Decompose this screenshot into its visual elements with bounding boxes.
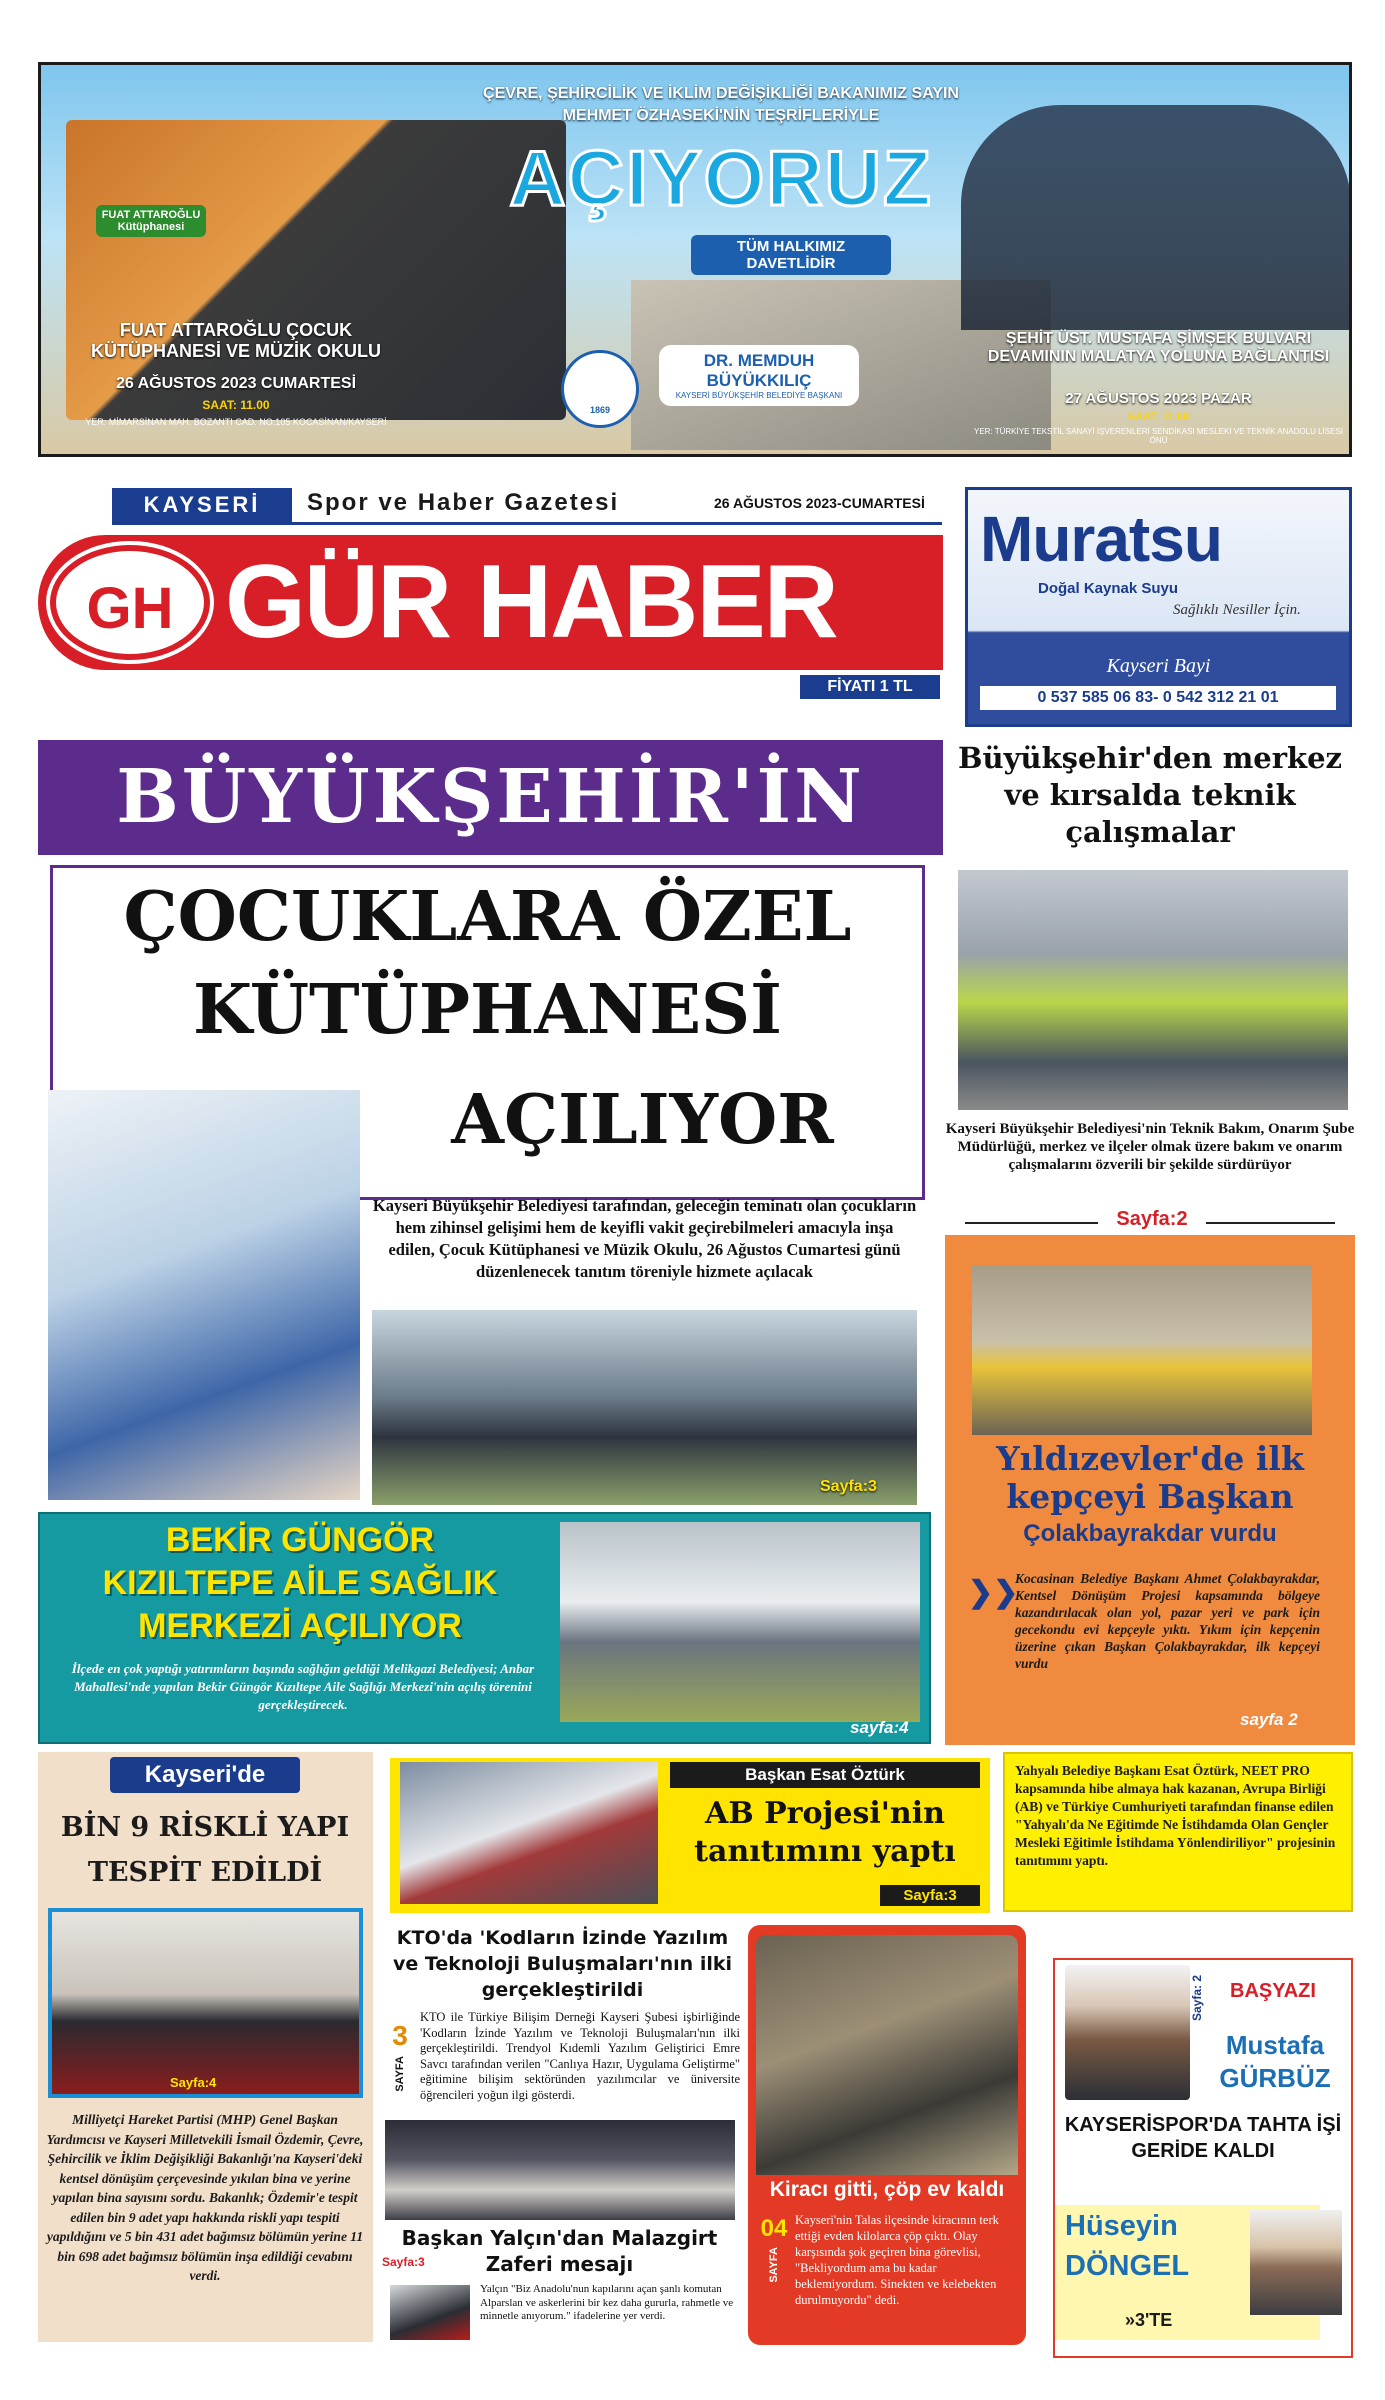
- banner-line1: ÇEVRE, ŞEHİRCİLİK VE İKLİM DEĞİŞİKLİĞİ BAKANIMIZ SAYIN: [483, 85, 959, 102]
- headline-banner-box: [38, 740, 943, 855]
- banner-left-time: SAAT: 11.00: [202, 398, 270, 412]
- headline-banner: BÜYÜKŞEHİR'İN: [116, 754, 865, 840]
- kto-page-label: SAYFA: [394, 2056, 406, 2092]
- muratsu-tagline: Doğal Kaynak Suyu: [1038, 580, 1179, 597]
- banner-right-title: ŞEHİT ÜST. MUSTAFA ŞİMŞEK BULVARI DEVAMININ MALATYA YOLUNA BAĞLANTISI: [987, 330, 1330, 365]
- basyazi-headline[interactable]: KAYSERİSPOR'DA TAHTA İŞİ GERİDE KALDI: [1064, 2114, 1342, 2162]
- masthead-topbar: [112, 485, 942, 525]
- library-kids-photo: [48, 1090, 360, 1500]
- double-arrow-icon: ❯❯: [968, 1576, 1019, 1609]
- esat-page-ref[interactable]: Sayfa:3: [880, 1885, 980, 1906]
- kto-page-num: 3: [392, 2020, 408, 2051]
- yalcin-body: Yalçın "Biz Anadolu'nun kapılarını açan şanlı komutan Alparslan ve askerlerini bir kez daha gururla, rahmetle ve minnetle anıyorum." ifadelerine yer verdi.: [480, 2283, 734, 2322]
- bekir-title2: KIZILTEPE AİLE SAĞLIK: [102, 1564, 498, 1602]
- basyazi-page-ref[interactable]: Sayfa: 2: [1190, 1975, 1204, 2022]
- kiraci-page-num: 04: [760, 2215, 788, 2242]
- kiraci-page-label: SAYFA: [768, 2247, 780, 2283]
- masthead-name: GÜR HABER: [225, 544, 837, 660]
- kto-body: KTO ile Türkiye Bilişim Derneği Kayseri Şubesi işbirliğinde 'Kodların İzinde Yazılım ve Teknoloji Buluşmaları'nın ilki gerçekleştirildi. Trendyol Kıdemli Yazılım Geliştirici Emre Savcı tarafından verilen "Canlıya Hazır, Uygulama Geliştirme" eğitimine bilişim sektöründen yazılımcılar ve üniversite öğrencileri yoğun ilgi gösterdi.: [420, 2010, 740, 2102]
- muratsu-phones: 0 537 585 06 83- 0 542 312 21 01: [980, 686, 1336, 710]
- yildizevler-title[interactable]: Yıldızevler'de ilk kepçeyi Başkan: [996, 1439, 1304, 1516]
- headline-body: Kayseri Büyükşehir Belediyesi tarafından, geleceğin teminatı olan çocukların hem zihinsel gelişimi hem de keyifli vakit geçirebilmeleri amacıyla inşa edilen, Çocuk Kütüphanesi ve Müzik Okulu, 26 Ağustos Cumartesi günü düzenlenecek tanıtım töreniyle hizmete açılacak: [372, 1196, 917, 1281]
- banner-left-date: 26 AĞUSTOS 2023 CUMARTESİ: [115, 375, 357, 392]
- kiraci-page-tag: [755, 2215, 793, 2283]
- basyazi-author-first: Mustafa: [1225, 2030, 1325, 2060]
- banner-right-time: SAAT: 11.00: [1127, 411, 1190, 423]
- headline-line1[interactable]: ÇOCUKLARA ÖZEL: [123, 877, 852, 957]
- teknik-team-photo: [958, 870, 1348, 1110]
- muratsu-slogan: Sağlıklı Nesiller İçin.: [1173, 602, 1301, 618]
- bekir-body: İlçede en çok yaptığı yatırımların başında sağlığın geldiği Melikgazi Belediyesi; Anbar Mahallesi'nde yapılan Bekir Güngör Kızıltepe Aile Sağlığı Merkezi'nin açılış törenini gerçekleştirecek.: [71, 1661, 535, 1712]
- banner-line2: MEHMET ÖZHASEKİ'NİN TEŞRİFLERİYLE: [562, 107, 880, 124]
- top-banner-ad[interactable]: [38, 62, 1352, 457]
- banner-right-place: YER: TÜRKİYE TEKSTİL SANAYİ İŞVERENLERİ SENDİKASI MESLEKİ VE TEKNİK ANADOLU LİSESİ ÖNÜ: [973, 427, 1343, 445]
- teknik-page-ref[interactable]: Sayfa:2: [1098, 1208, 1206, 1231]
- yalcin-page-ref[interactable]: Sayfa:3: [382, 2255, 425, 2269]
- gh-logo-icon: [50, 545, 210, 660]
- yalcin-photo: [390, 2285, 470, 2340]
- mayor-name: DR. MEMDUH BÜYÜKKILIÇ: [703, 351, 815, 390]
- banner-right-date: 27 AĞUSTOS 2023 PAZAR: [1065, 390, 1252, 407]
- trash-house-photo: [756, 1935, 1018, 2175]
- huseyin-dongel-photo: [1250, 2210, 1342, 2315]
- banner-left-place: YER: MİMARSİNAN MAH. BOZANTI CAD. NO:105 KOCASİNAN/KAYSERİ: [85, 417, 387, 427]
- banner-left-title: FUAT ATTAROĞLU ÇOCUK KÜTÜPHANESİ VE MÜZİK OKULU: [90, 320, 381, 361]
- kayseride-body: Milliyetçi Hareket Partisi (MHP) Genel Başkan Yardımcısı ve Kayseri Milletvekili İsmail Özdemir, Çevre, Şehircilik ve İklim Değişikliği Bakanlığı'na Kayseri'deki kentsel dönüşüm çerçevesinde yıkılan bina ve yerine yapılan bina sayısını sordu. Bakanlık; Özdemir'e tespit edilen bin 9 adet yapı hakkında riskli yapı tespiti yapıldığını ve 5 bin 431 adet bağımsız bölümün yerine 11 bin 698 adet bağımsız bölümün inşa edildiği cevabını verdi.: [46, 2112, 364, 2283]
- kayseride-photo-ref[interactable]: Sayfa:4: [170, 2075, 217, 2090]
- headline-page-ref[interactable]: Sayfa:3: [820, 1478, 877, 1495]
- banner-headline: AÇIYORUZ: [509, 134, 933, 222]
- dongel-first: Hüseyin: [1065, 2210, 1178, 2242]
- officials-photo: [961, 105, 1351, 330]
- yildizevler-body: Kocasinan Belediye Başkanı Ahmet Çolakbayrakdar, Kentsel Dönüşüm Projesi kapsamında bölgeye kazandırılacak olan yol, pazar yeri ve park için gecekondu evi kepçeyle yıktı. Yıkım için kepçenin üzerine çıkan Başkan Çolakbayrakdar, ilk kepçeyi vurdu: [1015, 1571, 1320, 1671]
- esat-title[interactable]: AB Projesi'nin tanıtımını yaptı: [694, 1796, 956, 1869]
- logo-initials: GH: [86, 576, 174, 641]
- yildizevler-photo: [972, 1265, 1312, 1435]
- basyazi-label: BAŞYAZI: [1230, 1980, 1316, 2002]
- mp-speech-photo: [48, 1908, 363, 2098]
- bekir-title1[interactable]: BEKİR GÜNGÖR: [165, 1521, 435, 1559]
- yildizevler-page-ref[interactable]: sayfa 2: [1240, 1710, 1298, 1729]
- headline-line3[interactable]: AÇILIYOR: [451, 1080, 834, 1160]
- fuat-attaroglu-logo: FUAT ATTAROĞLU Kütüphanesi: [96, 205, 206, 237]
- yildizevler-subtitle: Çolakbayrakdar vurdu: [1023, 1520, 1277, 1547]
- teknik-body: Kayseri Büyükşehir Belediyesi'nin Teknik Bakım, Onarım Şube Müdürlüğü, merkez ve ilçeler olmak üzere bakım ve onarım çalışmalarını özverili bir şekilde sürdürüyor: [945, 1121, 1355, 1173]
- muratsu-ad[interactable]: [965, 487, 1352, 727]
- masthead-subtitle: Spor ve Haber Gazetesi: [307, 489, 620, 516]
- bekir-title3: MERKEZİ AÇILIYOR: [138, 1607, 462, 1645]
- kayseride-title[interactable]: BİN 9 RİSKLİ YAPI TESPİT EDİLDİ: [60, 1812, 350, 1888]
- masthead-date: 26 AĞUSTOS 2023-CUMARTESİ: [714, 495, 925, 511]
- teknik-title[interactable]: Büyükşehir'den merkez ve kırsalda teknik çalışmalar: [958, 741, 1342, 849]
- health-center-photo: [560, 1522, 920, 1722]
- seal-year: 1869: [589, 405, 611, 415]
- dongel-ref[interactable]: »3'TE: [1125, 2310, 1173, 2330]
- kto-page-tag: [385, 2020, 415, 2092]
- basyazi-author-last: GÜRBÜZ: [1219, 2063, 1331, 2093]
- municipality-seal: [561, 350, 639, 428]
- mustafa-gurbuz-photo: [1065, 1965, 1190, 2100]
- mayor-role: KAYSERİ BÜYÜKŞEHİR BELEDİYE BAŞKANI: [675, 391, 843, 400]
- masthead-price: FİYATI 1 TL: [800, 675, 940, 699]
- dongel-last: DÖNGEL: [1065, 2250, 1190, 2282]
- masthead-city: KAYSERİ: [112, 488, 292, 522]
- kiraci-body: Kayseri'nin Talas ilçesinde kiracının terk ettiği evden kilolarca çöp çıktı. Olay karşısında şok geçiren bina görevlisi, "Bekliyordum ama bu kadar beklemiyordum. Sinekten ve kelebekten durulmuyordu" dedi.: [795, 2213, 999, 2307]
- muratsu-dealer: Kayseri Bayi: [1106, 655, 1211, 677]
- kto-event-photo: [385, 2120, 735, 2220]
- bekir-page-ref[interactable]: sayfa:4: [850, 1718, 909, 1737]
- headline-line2[interactable]: KÜTÜPHANESİ: [193, 970, 782, 1050]
- kiraci-title[interactable]: Kiracı gitti, çöp ev kaldı: [769, 2178, 1005, 2201]
- esat-kicker: Başkan Esat Öztürk: [670, 1762, 980, 1788]
- kayseride-tag: Kayseri'de: [110, 1757, 300, 1793]
- mayor-signature-card: [659, 345, 859, 406]
- yalcin-title[interactable]: Başkan Yalçın'dan Malazgirt Zaferi mesajı: [401, 2226, 718, 2276]
- esat-photo: [400, 1762, 658, 1904]
- banner-invite: TÜM HALKIMIZ DAVETLİDİR: [691, 235, 891, 275]
- kto-title[interactable]: KTO'da 'Kodların İzinde Yazılım ve Teknoloji Buluşmaları'nın ilki gerçekleştirildi: [393, 1927, 732, 2001]
- esat-side-text: Yahyalı Belediye Başkanı Esat Öztürk, NEET PRO kapsamında hibe almaya hak kazanan, Avrupa Birliği (AB) ve Türkiye Cumhuriyeti tarafından finanse edilen "Yahyalı'da Ne Eğitimde Ne İstihdamda Olan Gençler Mesleki Eğitimle İstihdama Yönlendiriliyor" projesinin tanıtımını yaptı.: [1015, 1763, 1336, 1868]
- muratsu-brand: Muratsu: [980, 503, 1222, 575]
- library-opening-photo: [372, 1310, 917, 1505]
